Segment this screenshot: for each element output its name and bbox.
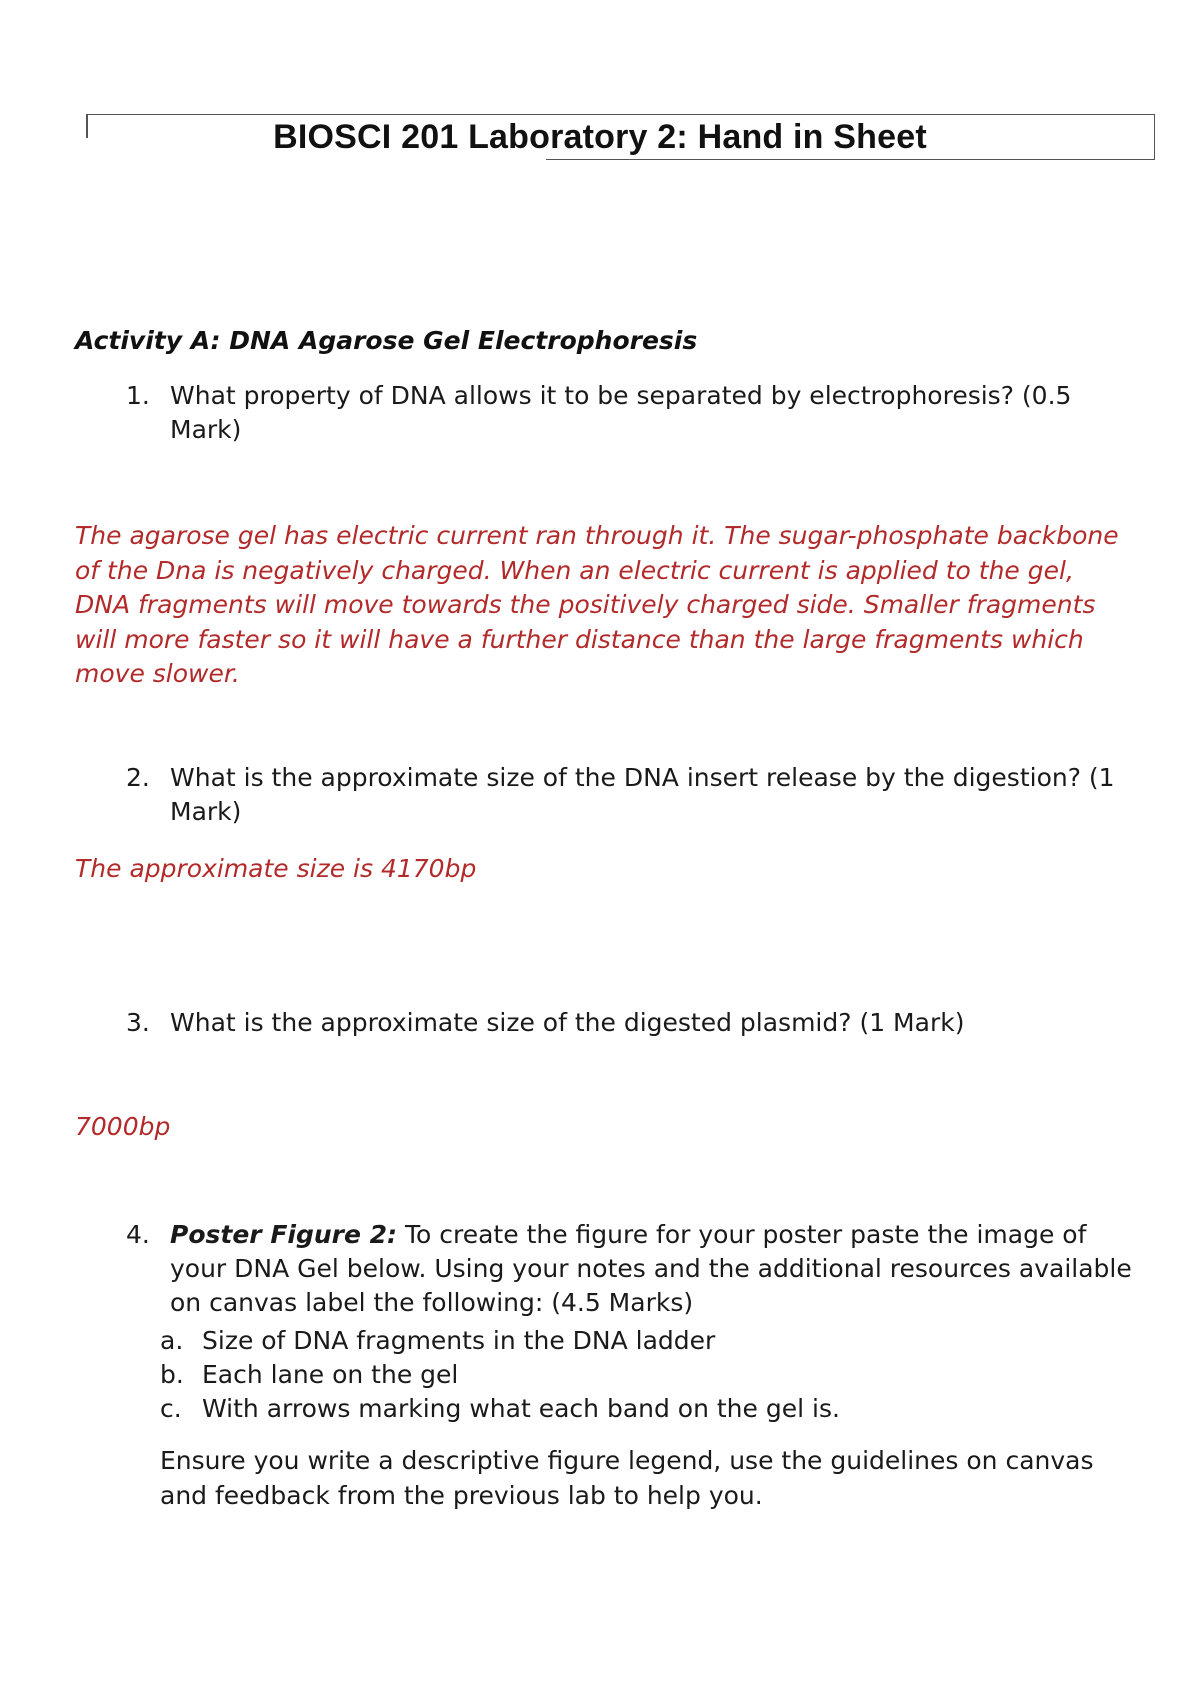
question-text: What is the approximate size of the digested plasmid? (1 Mark) <box>170 1008 965 1037</box>
sub-item-b <box>160 1358 458 1392</box>
sub-item-text: With arrows marking what each band on the gel is. <box>202 1394 840 1423</box>
document-title: BIOSCI 201 Laboratory 2: Hand in Sheet <box>273 118 927 156</box>
sub-item-c <box>160 1392 840 1426</box>
sub-item-text: Size of DNA fragments in the DNA ladder <box>202 1326 716 1355</box>
question-number: 4. <box>126 1220 150 1249</box>
figure-legend-note: Ensure you write a descriptive figure legend, use the guidelines on canvas and feedback from the previous lab to help you. <box>160 1446 1094 1510</box>
question-2 <box>126 761 1136 829</box>
question-text: What property of DNA allows it to be separated by electrophoresis? (0.5 Mark) <box>170 381 1072 444</box>
sub-item-letter: a. <box>160 1326 184 1355</box>
sub-item-letter: b. <box>160 1360 184 1389</box>
question-number: 3. <box>126 1008 150 1037</box>
question-number: 1. <box>126 381 150 410</box>
sub-item-letter: c. <box>160 1394 182 1423</box>
question-text <box>170 1218 1136 1320</box>
answer-2: The approximate size is 4170bp <box>75 854 477 883</box>
question-body: To create the figure for your poster paste the image of your DNA Gel below. Using your notes and the additional resources available on canvas label the following: (4.5 Marks) <box>170 1220 1132 1317</box>
activity-heading: Activity A: DNA Agarose Gel Electrophoresis <box>75 326 698 355</box>
answer-3: 7000bp <box>75 1112 171 1141</box>
question-1 <box>126 379 1136 447</box>
sub-item-text: Each lane on the gel <box>202 1360 459 1389</box>
question-3 <box>126 1006 1136 1040</box>
poster-figure-label: Poster Figure 2: <box>170 1220 398 1249</box>
question-number: 2. <box>126 763 150 792</box>
answer-1: The agarose gel has electric current ran through it. The sugar-phosphate backbone of the Dna is negatively charged. When an electric current is applied to the gel, DNA fragments will move towards the positively charged side. Smaller fragments will more faster so it will have a further distance than the large fragments which move slower. <box>75 521 1119 688</box>
sub-item-a <box>160 1324 715 1358</box>
question-text: What is the approximate size of the DNA insert release by the digestion? (1 Mark) <box>170 763 1115 826</box>
question-4 <box>126 1218 1136 1320</box>
